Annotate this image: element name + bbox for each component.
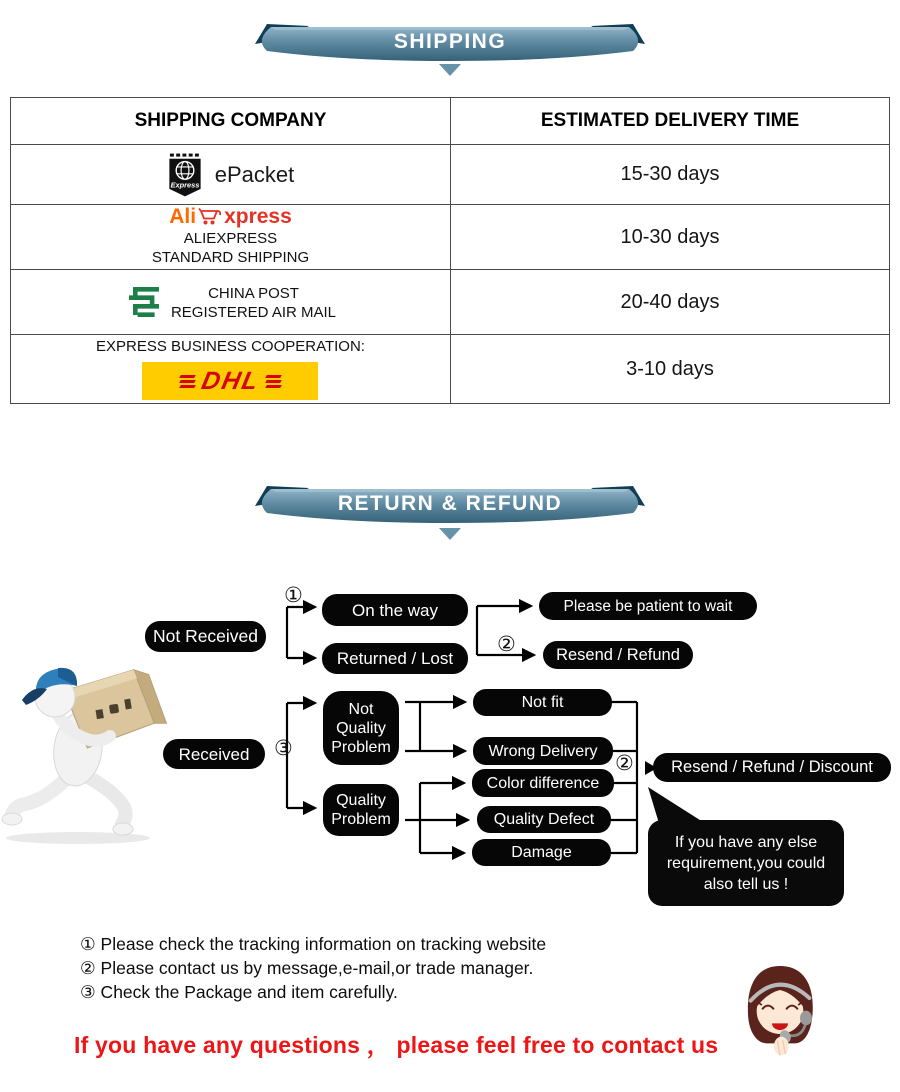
dhl-logo bbox=[142, 362, 318, 400]
dhl-logo-text: DHL bbox=[198, 366, 263, 395]
flow-node-color-difference: Color difference bbox=[472, 769, 614, 797]
carrier-name-epacket: ePacket bbox=[214, 161, 295, 187]
carrier-name-line1: CHINA POST bbox=[208, 285, 299, 302]
delivery-courier-illustration bbox=[0, 652, 175, 847]
carrier-name-line2: STANDARD SHIPPING bbox=[151, 249, 310, 266]
column-header-shipping-company: SHIPPING COMPANY bbox=[134, 110, 327, 131]
circled-2-marker: ② bbox=[615, 752, 634, 775]
carrier-name-line1: ALIEXPRESS bbox=[183, 230, 278, 247]
flow-node-on-the-way: On the way bbox=[322, 594, 468, 626]
footnotes bbox=[80, 932, 546, 1004]
epacket-badge-icon bbox=[167, 153, 203, 197]
shopping-cart-icon bbox=[198, 207, 222, 227]
flow-node-not-received: Not Received bbox=[145, 621, 266, 652]
flow-node-be-patient: Please be patient to wait bbox=[539, 592, 757, 620]
table-row-dhl-company bbox=[11, 334, 450, 403]
flow-node-damage: Damage bbox=[472, 839, 611, 866]
carrier-name-line2: REGISTERED AIR MAIL bbox=[170, 304, 337, 321]
table-row-aliexpress-company bbox=[11, 204, 450, 269]
down-triangle-icon bbox=[439, 64, 461, 76]
table-row-aliexpress-time bbox=[450, 204, 889, 269]
speech-bubble: If you have any else requirement,you could also tell us ! bbox=[648, 820, 844, 906]
returns-banner-title: RETURN & REFUND bbox=[337, 492, 563, 515]
table-row-epacket-company bbox=[11, 144, 450, 204]
aliexpress-logo bbox=[169, 207, 292, 227]
delivery-time-value: 20-40 days bbox=[620, 290, 720, 313]
dhl-stripes-right-icon bbox=[266, 375, 281, 388]
flow-node-not-fit: Not fit bbox=[473, 689, 612, 716]
flow-node-resend-refund-discount: Resend / Refund / Discount bbox=[653, 753, 891, 782]
footnote-1: ① Please check the tracking information on tracking website bbox=[80, 934, 547, 954]
delivery-time-value: 3-10 days bbox=[626, 357, 714, 380]
returns-banner bbox=[255, 482, 645, 534]
table-row-dhl-time bbox=[450, 334, 889, 403]
table-row-chinapost-time bbox=[450, 269, 889, 334]
shipping-banner-title: SHIPPING bbox=[393, 30, 507, 53]
contact-us-message: If you have any questions ， please feel free to contact us bbox=[74, 1032, 719, 1058]
aliexpress-logo-xpress: xpress bbox=[224, 205, 292, 228]
flow-node-resend-refund: Resend / Refund bbox=[543, 641, 693, 669]
circled-1-marker: ① bbox=[284, 584, 303, 607]
flow-node-returned-lost: Returned / Lost bbox=[322, 643, 468, 674]
circled-2-marker: ② bbox=[497, 633, 516, 656]
column-header-delivery-time: ESTIMATED DELIVERY TIME bbox=[450, 98, 889, 144]
delivery-time-value: 15-30 days bbox=[620, 163, 720, 185]
express-cooperation-label: EXPRESS BUSINESS COOPERATION: bbox=[96, 338, 365, 355]
dhl-stripes-left-icon bbox=[180, 375, 195, 388]
svg-text:Express: Express bbox=[170, 180, 200, 190]
delivery-time-value: 10-30 days bbox=[620, 225, 720, 248]
footnote-2: ② Please contact us by message,e-mail,or trade manager. bbox=[80, 958, 534, 978]
flow-node-quality-problem: Quality Problem bbox=[323, 784, 399, 836]
flow-node-quality-defect: Quality Defect bbox=[477, 806, 611, 833]
circled-3-marker: ③ bbox=[274, 737, 293, 760]
flow-node-not-quality-problem: Not Quality Problem bbox=[323, 691, 399, 765]
aliexpress-logo-ali: Ali bbox=[169, 205, 197, 228]
flow-node-wrong-delivery: Wrong Delivery bbox=[473, 737, 613, 765]
table-row-chinapost-company bbox=[11, 269, 450, 334]
footnote-3: ③ Check the Package and item carefully. bbox=[80, 982, 398, 1002]
china-post-icon bbox=[125, 283, 163, 321]
table-row-epacket-time bbox=[450, 144, 889, 204]
shipping-table bbox=[10, 97, 890, 404]
customer-service-agent-illustration bbox=[740, 962, 820, 1062]
flow-node-received: Received bbox=[163, 739, 265, 769]
down-triangle-icon bbox=[439, 528, 461, 540]
